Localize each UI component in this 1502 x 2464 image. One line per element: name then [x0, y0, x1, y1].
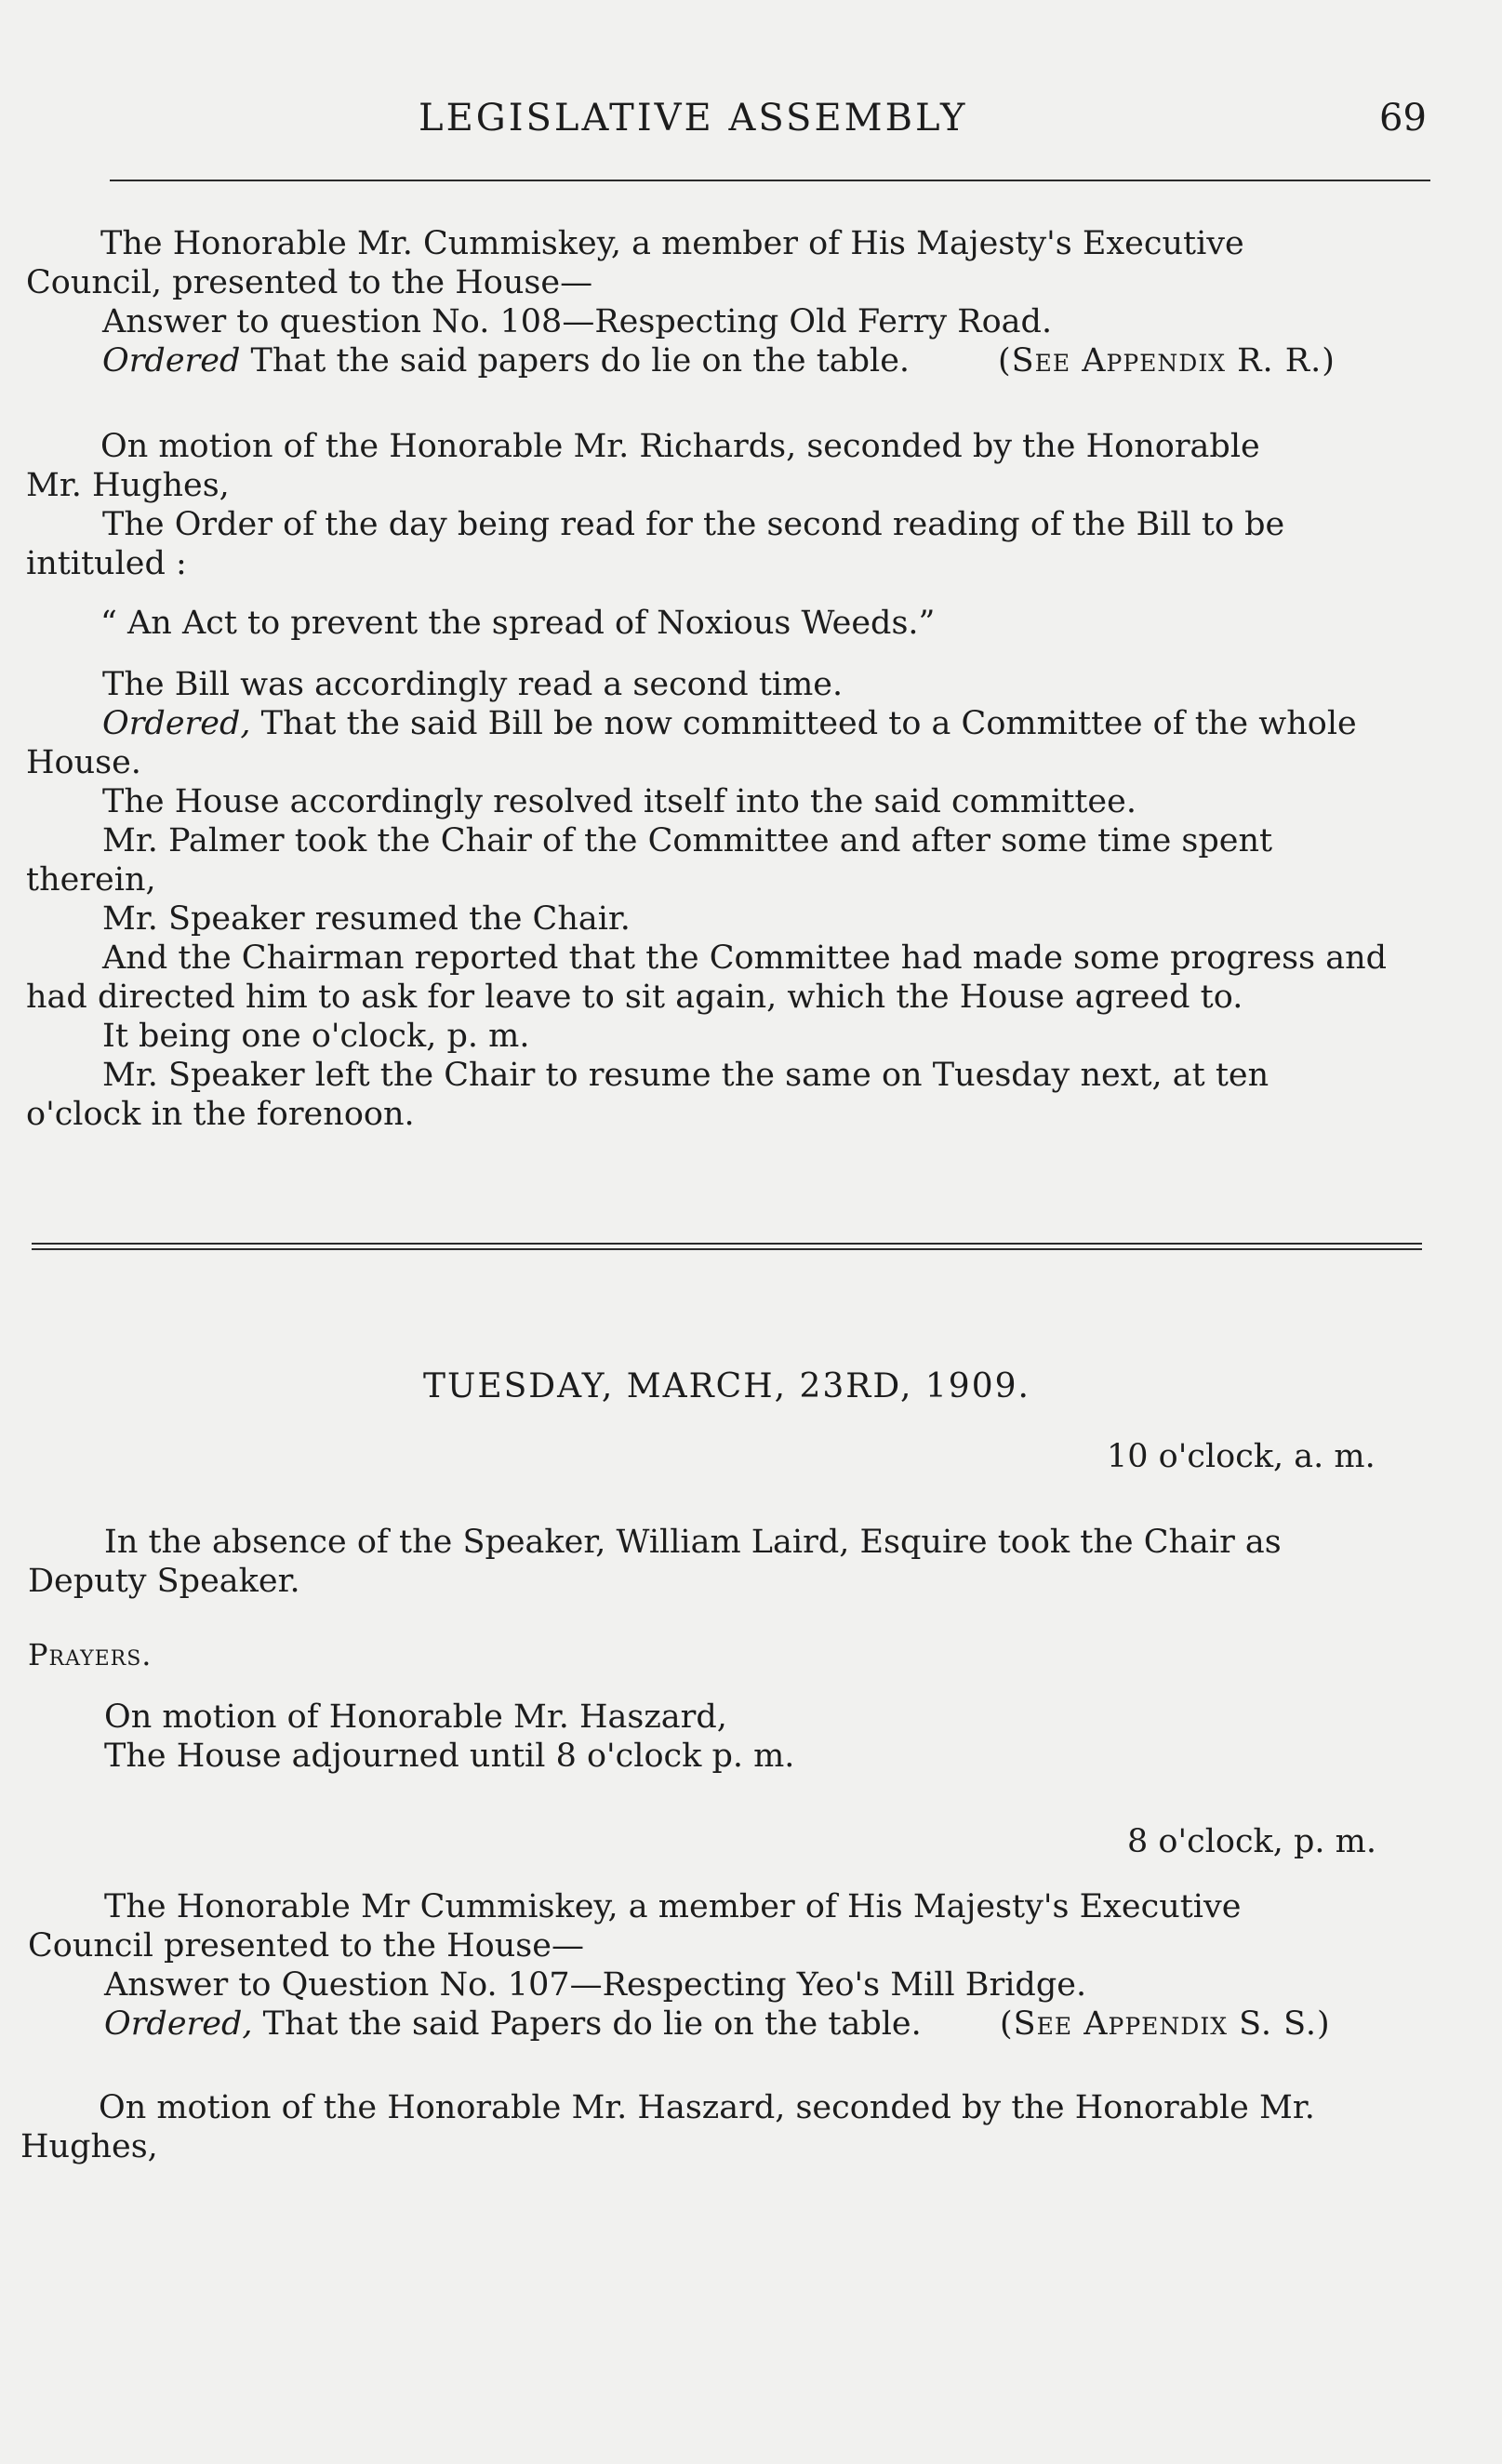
paragraph-line: The Honorable Mr. Cummiskey, a member of His Majesty's Executive	[100, 225, 1244, 262]
paragraph-line: On motion of Honorable Mr. Haszard,	[104, 1698, 727, 1736]
paragraph-line: House.	[26, 744, 141, 781]
page-title: LEGISLATIVE ASSEMBLY	[419, 97, 968, 140]
section-divider	[32, 1243, 1422, 1250]
paragraph-line: Council presented to the House—	[28, 1927, 584, 1965]
paragraph-line: had directed him to ask for leave to sit again, which the House agreed to.	[26, 979, 1243, 1016]
paragraph-line: intituled :	[26, 545, 187, 582]
time-label: 8 o'clock, p. m.	[1127, 1823, 1376, 1860]
paragraph-line: Answer to Question No. 107—Respecting Yeo's Mill Bridge.	[104, 1966, 1087, 2004]
header-rule	[110, 180, 1430, 181]
paragraph-line: Answer to question No. 108—Respecting Old Ferry Road.	[102, 303, 1053, 340]
paragraph-line: The Order of the day being read for the second reading of the Bill to be	[102, 506, 1285, 543]
ordered-label: Ordered,	[102, 705, 251, 742]
ordered-label: Ordered,	[104, 2005, 253, 2043]
page-header	[0, 97, 1502, 153]
paragraph-line: On motion of the Honorable Mr. Richards, seconded by the Honorable	[100, 428, 1260, 465]
paragraph-line: The House adjourned until 8 o'clock p. m.	[104, 1738, 795, 1775]
prayers-heading: Prayers.	[28, 1637, 153, 1672]
paragraph-line: On motion of the Honorable Mr. Haszard, seconded by the Honorable Mr.	[99, 2089, 1315, 2126]
paragraph-line: Mr. Palmer took the Chair of the Committee and after some time spent	[102, 822, 1273, 859]
date-heading: TUESDAY, MARCH, 23RD, 1909.	[423, 1367, 1030, 1405]
paragraph-line: Ordered That the said papers do lie on the table.	[102, 342, 911, 380]
paragraph-line: The House accordingly resolved itself into the said committee.	[102, 783, 1136, 820]
paragraph-line: Mr. Speaker left the Chair to resume the same on Tuesday next, at ten	[102, 1057, 1269, 1094]
appendix-reference: (See Appendix R. R.)	[998, 342, 1336, 380]
paragraph-line: Mr. Speaker resumed the Chair.	[102, 900, 631, 938]
paragraph-line: The Bill was accordingly read a second time.	[102, 666, 844, 703]
paragraph-line: o'clock in the forenoon.	[26, 1096, 415, 1133]
paragraph-line: It being one o'clock, p. m.	[102, 1018, 530, 1055]
paragraph-line: And the Chairman reported that the Committee had made some progress and	[102, 939, 1388, 977]
page-number: 69	[1379, 97, 1427, 140]
paragraph-line: therein,	[26, 861, 156, 899]
paragraph-line: Ordered, That the said Bill be now committeed to a Committee of the whole	[102, 705, 1357, 742]
paragraph-line: Deputy Speaker.	[28, 1563, 300, 1600]
paragraph-line: In the absence of the Speaker, William Laird, Esquire took the Chair as	[104, 1524, 1282, 1561]
appendix-reference: (See Appendix S. S.)	[1000, 2005, 1331, 2043]
paragraph-line: Council, presented to the House—	[26, 264, 593, 301]
time-label: 10 o'clock, a. m.	[1107, 1438, 1376, 1475]
paragraph-line: The Honorable Mr Cummiskey, a member of His Majesty's Executive	[104, 1888, 1242, 1925]
bill-title: “ An Act to prevent the spread of Noxious Weeds.”	[100, 605, 936, 642]
paragraph-line: Mr. Hughes,	[26, 467, 230, 504]
ordered-label: Ordered	[102, 342, 241, 380]
paragraph-line: Ordered, That the said Papers do lie on the table.	[104, 2005, 922, 2043]
paragraph-line: Hughes,	[20, 2128, 158, 2165]
